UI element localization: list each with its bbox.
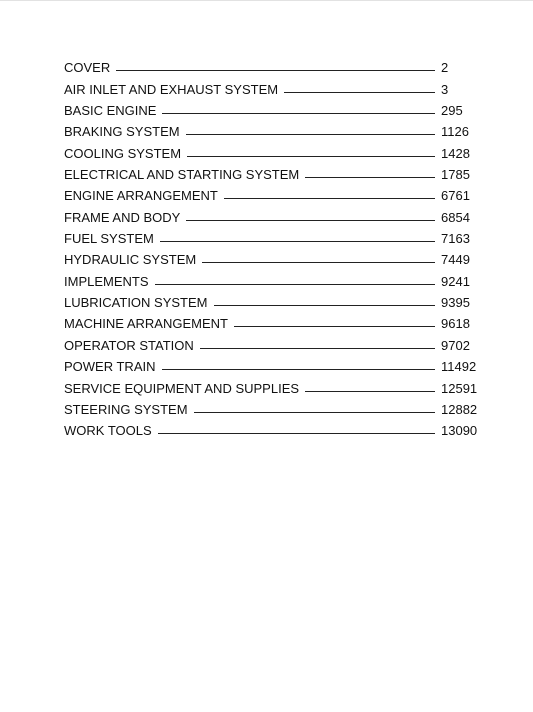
toc-entry-page: 9395 <box>441 295 470 311</box>
toc-entry-page: 7449 <box>441 252 470 268</box>
toc-entry-title: AIR INLET AND EXHAUST SYSTEM <box>64 81 279 97</box>
toc-entry-implements[interactable] <box>64 267 480 288</box>
toc-leader-line <box>187 156 435 157</box>
toc-entry-cooling-system[interactable] <box>64 139 480 160</box>
toc-entry-page: 11492 <box>441 359 477 375</box>
toc-entry-title: STEERING SYSTEM <box>64 401 188 417</box>
toc-entry-page: 12591 <box>441 380 478 396</box>
toc-entry-operator-station[interactable] <box>64 331 480 352</box>
toc-entry-title: FRAME AND BODY <box>64 209 181 225</box>
toc-entry-steering-system[interactable] <box>64 396 480 417</box>
toc-entry-work-tools[interactable] <box>64 417 480 438</box>
toc-entry-page: 9618 <box>441 316 470 332</box>
toc-entry-braking-system[interactable] <box>64 118 480 139</box>
toc-entry-title: COVER <box>64 60 111 76</box>
toc-entry-page: 7163 <box>441 231 470 247</box>
toc-leader-line <box>305 391 435 392</box>
toc-entry-page: 6854 <box>441 209 470 225</box>
toc-leader-line <box>158 433 435 434</box>
toc-entry-lubrication-system[interactable] <box>64 289 480 310</box>
toc-entry-title: WORK TOOLS <box>64 423 152 439</box>
page-top-border <box>0 0 533 1</box>
toc-entry-machine-arrangement[interactable] <box>64 310 480 331</box>
toc-entry-cover[interactable] <box>64 54 480 75</box>
toc-leader-line <box>160 241 435 242</box>
toc-entry-title: BASIC ENGINE <box>64 103 157 119</box>
toc-entry-title: HYDRAULIC SYSTEM <box>64 252 197 268</box>
toc-entry-electrical-and-starting-system[interactable] <box>64 161 480 182</box>
toc-leader-line <box>234 326 435 327</box>
toc-entry-title: POWER TRAIN <box>64 359 156 375</box>
toc-entry-service-equipment-and-supplies[interactable] <box>64 374 480 395</box>
toc-leader-line <box>214 305 435 306</box>
toc-entry-page: 2 <box>441 60 449 76</box>
toc-leader-line <box>200 348 435 349</box>
toc-entry-power-train[interactable] <box>64 353 480 374</box>
toc-entry-title: BRAKING SYSTEM <box>64 124 180 140</box>
toc-leader-line <box>284 92 435 93</box>
toc-leader-line <box>202 262 435 263</box>
toc-entry-title: MACHINE ARRANGEMENT <box>64 316 228 332</box>
toc-leader-line <box>116 70 435 71</box>
toc-leader-line <box>162 369 436 370</box>
toc-entry-page: 9702 <box>441 337 470 353</box>
toc-entry-engine-arrangement[interactable] <box>64 182 480 203</box>
toc-entry-hydraulic-system[interactable] <box>64 246 480 267</box>
toc-leader-line <box>162 113 435 114</box>
toc-entry-basic-engine[interactable] <box>64 97 480 118</box>
toc-entry-title: IMPLEMENTS <box>64 273 149 289</box>
toc-leader-line <box>224 198 435 199</box>
table-of-contents <box>64 54 480 438</box>
toc-entry-title: COOLING SYSTEM <box>64 145 182 161</box>
toc-entry-page: 9241 <box>441 273 470 289</box>
toc-entry-title: FUEL SYSTEM <box>64 231 154 247</box>
toc-leader-line <box>186 134 435 135</box>
toc-entry-page: 295 <box>441 103 463 119</box>
toc-entry-fuel-system[interactable] <box>64 225 480 246</box>
toc-entry-title: SERVICE EQUIPMENT AND SUPPLIES <box>64 380 300 396</box>
toc-entry-title: ENGINE ARRANGEMENT <box>64 188 218 204</box>
toc-entry-page: 12882 <box>441 401 478 417</box>
toc-leader-line <box>186 220 435 221</box>
toc-entry-page: 1126 <box>441 124 469 140</box>
toc-entry-title: LUBRICATION SYSTEM <box>64 295 208 311</box>
toc-entry-title: OPERATOR STATION <box>64 337 194 353</box>
toc-leader-line <box>155 284 435 285</box>
toc-leader-line <box>305 177 435 178</box>
toc-entry-page: 3 <box>441 81 449 97</box>
toc-leader-line <box>194 412 435 413</box>
toc-entry-air-inlet-and-exhaust-system[interactable] <box>64 75 480 96</box>
toc-entry-page: 6761 <box>441 188 470 204</box>
toc-entry-frame-and-body[interactable] <box>64 203 480 224</box>
toc-entry-title: ELECTRICAL AND STARTING SYSTEM <box>64 167 300 183</box>
toc-entry-page: 1785 <box>441 167 470 183</box>
toc-entry-page: 1428 <box>441 145 470 161</box>
toc-entry-page: 13090 <box>441 423 478 439</box>
